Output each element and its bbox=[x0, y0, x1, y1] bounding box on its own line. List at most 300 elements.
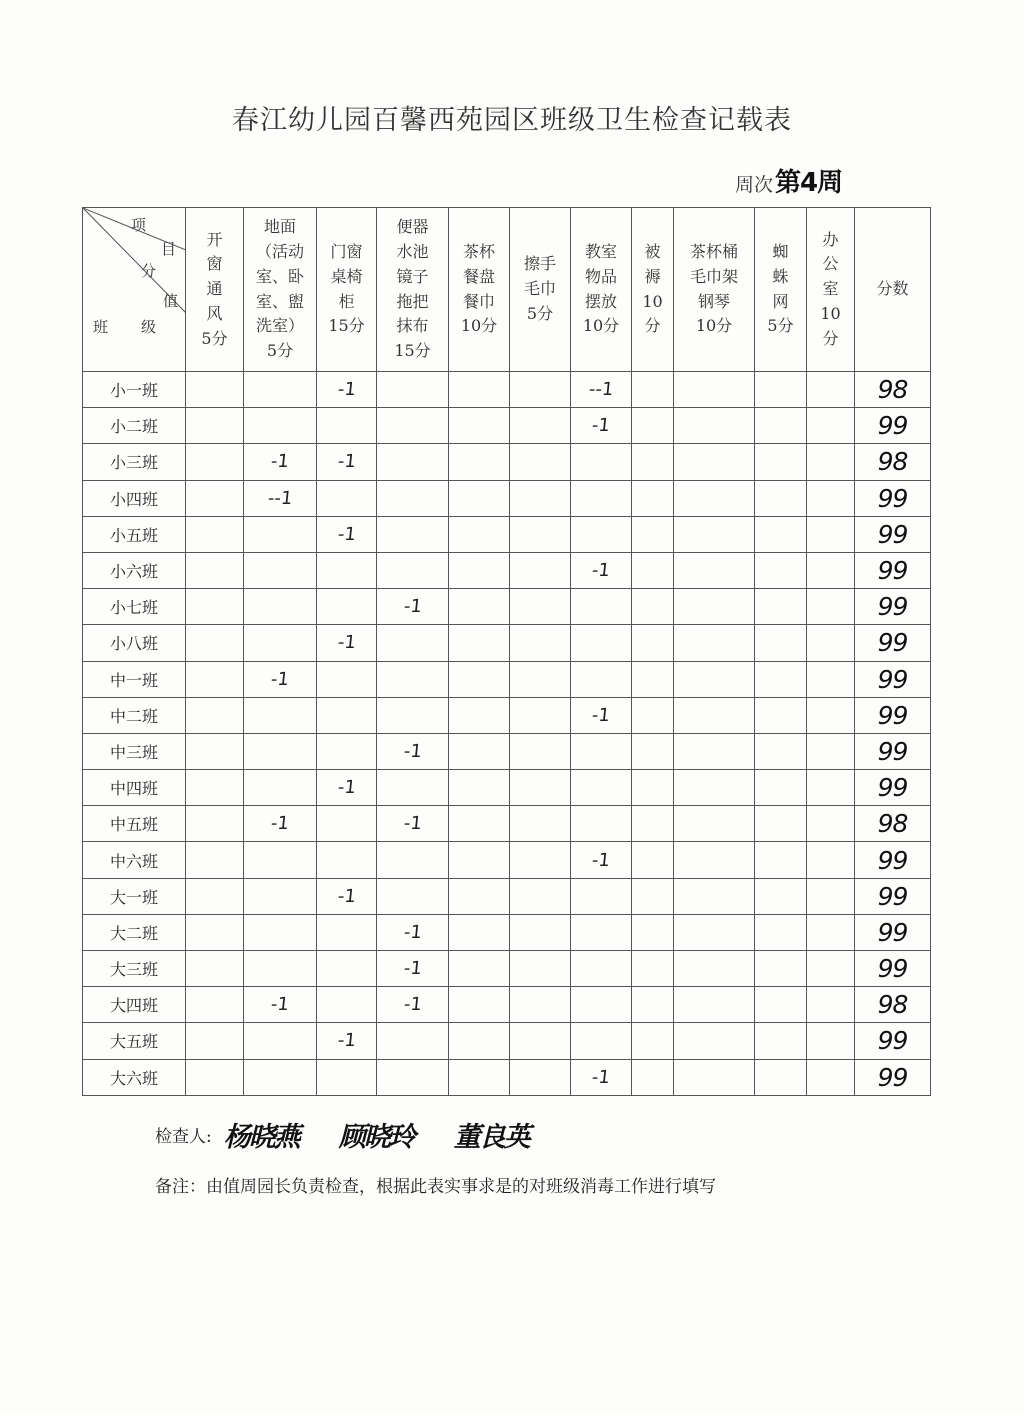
score-value: 99 bbox=[877, 881, 908, 911]
score-value: 99 bbox=[877, 917, 908, 947]
deduction-cell bbox=[244, 806, 317, 842]
header-line: 被 bbox=[644, 241, 661, 261]
score-cell bbox=[855, 661, 931, 697]
deduction-cell bbox=[674, 372, 755, 408]
header-line: 分数 bbox=[876, 279, 909, 299]
deduction-cell bbox=[244, 770, 317, 806]
score-cell bbox=[855, 878, 931, 914]
deduction-cell bbox=[510, 625, 571, 661]
header-floor bbox=[244, 208, 317, 372]
deduction-cell bbox=[632, 951, 674, 987]
corner-item: 项 bbox=[131, 216, 147, 234]
deduction-cell bbox=[571, 1023, 632, 1059]
week-label: 周次 bbox=[735, 174, 774, 196]
table-row bbox=[83, 444, 931, 480]
corner-mu: 目 bbox=[161, 240, 177, 258]
deduction-cell bbox=[674, 1023, 755, 1059]
deduction-cell bbox=[632, 444, 674, 480]
deduction-cell bbox=[571, 480, 632, 516]
deduction-cell bbox=[632, 1059, 674, 1095]
score-cell bbox=[855, 951, 931, 987]
score-cell bbox=[855, 1059, 931, 1095]
corner-header bbox=[83, 208, 186, 372]
deduction-cell bbox=[674, 480, 755, 516]
header-line: 室 bbox=[822, 279, 839, 299]
deduction-cell bbox=[510, 951, 571, 987]
class-name-cell: 小六班 bbox=[83, 552, 186, 588]
deduction-cell bbox=[186, 408, 244, 444]
score-value: 98 bbox=[877, 990, 908, 1020]
deduction-cell bbox=[377, 697, 449, 733]
deduction-cell bbox=[244, 987, 317, 1023]
deduction-cell bbox=[449, 516, 510, 552]
deduction-cell bbox=[317, 372, 377, 408]
corner-zhi: 值 bbox=[163, 292, 179, 310]
deduction-cell bbox=[317, 1059, 377, 1095]
deduction-cell bbox=[632, 372, 674, 408]
header-line: 蛛 bbox=[772, 266, 789, 286]
deduction-cell bbox=[317, 661, 377, 697]
class-name-cell: 大一班 bbox=[83, 878, 186, 914]
table-row bbox=[83, 625, 931, 661]
deduction-cell bbox=[674, 661, 755, 697]
inspectors-line bbox=[155, 1115, 557, 1154]
deduction-cell bbox=[571, 661, 632, 697]
deduction-cell bbox=[377, 516, 449, 552]
header-line: 分 bbox=[822, 328, 839, 348]
deduction-cell bbox=[186, 878, 244, 914]
deduction-cell bbox=[571, 733, 632, 769]
header-line: 5分 bbox=[767, 316, 794, 336]
deduction-cell bbox=[510, 1059, 571, 1095]
score-value: 99 bbox=[877, 664, 908, 694]
header-line: （活动 bbox=[255, 241, 304, 261]
deduction-cell bbox=[807, 842, 855, 878]
signature-2: 顾晓玲 bbox=[338, 1122, 414, 1153]
header-line: 15分 bbox=[328, 316, 365, 336]
deduction-cell bbox=[449, 444, 510, 480]
deduction-cell bbox=[510, 516, 571, 552]
table-row bbox=[83, 806, 931, 842]
deduction-cell bbox=[510, 480, 571, 516]
deduction-cell bbox=[377, 552, 449, 588]
deduction-cell bbox=[510, 408, 571, 444]
deduction-cell bbox=[244, 842, 317, 878]
deduction-cell bbox=[186, 372, 244, 408]
deduction-cell bbox=[377, 842, 449, 878]
deduction-mark: -1 bbox=[402, 596, 423, 618]
header-line: 教室 bbox=[584, 241, 617, 261]
deduction-cell bbox=[510, 878, 571, 914]
score-value: 99 bbox=[877, 773, 908, 803]
class-name-cell: 小二班 bbox=[83, 408, 186, 444]
deduction-cell bbox=[186, 1023, 244, 1059]
header-line: 开 bbox=[206, 229, 223, 249]
deduction-cell bbox=[377, 589, 449, 625]
deduction-cell bbox=[807, 878, 855, 914]
deduction-cell bbox=[244, 625, 317, 661]
deduction-cell bbox=[317, 697, 377, 733]
deduction-cell bbox=[186, 444, 244, 480]
deduction-cell bbox=[377, 1023, 449, 1059]
deduction-cell bbox=[244, 408, 317, 444]
header-line: 5分 bbox=[201, 328, 228, 348]
deduction-cell bbox=[377, 1059, 449, 1095]
table-row bbox=[83, 987, 931, 1023]
header-line: 摆放 bbox=[584, 291, 617, 311]
class-name-cell: 大四班 bbox=[83, 987, 186, 1023]
deduction-cell bbox=[571, 625, 632, 661]
score-value: 99 bbox=[877, 519, 908, 549]
score-value: 99 bbox=[877, 592, 908, 622]
deduction-cell bbox=[510, 733, 571, 769]
deduction-cell bbox=[186, 770, 244, 806]
deduction-cell bbox=[674, 408, 755, 444]
score-value: 99 bbox=[877, 556, 908, 586]
deduction-mark: -1 bbox=[402, 921, 423, 943]
score-cell bbox=[855, 625, 931, 661]
score-value: 98 bbox=[877, 375, 908, 405]
score-value: 99 bbox=[877, 483, 908, 513]
deduction-cell bbox=[571, 408, 632, 444]
deduction-mark: -1 bbox=[590, 704, 612, 726]
header-line: 桌椅 bbox=[330, 266, 363, 286]
deduction-cell bbox=[186, 987, 244, 1023]
deduction-cell bbox=[449, 625, 510, 661]
deduction-cell bbox=[317, 625, 377, 661]
deduction-cell bbox=[449, 951, 510, 987]
table-row bbox=[83, 1059, 931, 1095]
deduction-cell bbox=[807, 408, 855, 444]
score-cell bbox=[855, 444, 931, 480]
deduction-cell bbox=[317, 878, 377, 914]
deduction-cell bbox=[632, 1023, 674, 1059]
deduction-cell bbox=[755, 661, 807, 697]
deduction-cell bbox=[674, 806, 755, 842]
header-line: 拖把 bbox=[396, 291, 429, 311]
deduction-cell bbox=[807, 951, 855, 987]
deduction-cell bbox=[317, 951, 377, 987]
deduction-cell bbox=[807, 589, 855, 625]
deduction-cell bbox=[632, 878, 674, 914]
deduction-mark: -1 bbox=[269, 813, 291, 835]
class-name-cell: 小三班 bbox=[83, 444, 186, 480]
class-name-cell: 中四班 bbox=[83, 770, 186, 806]
class-name-cell: 中三班 bbox=[83, 733, 186, 769]
deduction-cell bbox=[807, 625, 855, 661]
deduction-cell bbox=[571, 878, 632, 914]
deduction-cell bbox=[674, 878, 755, 914]
header-line: 室、盥 bbox=[255, 291, 304, 311]
class-name-cell: 小五班 bbox=[83, 516, 186, 552]
deduction-mark: -1 bbox=[402, 740, 423, 762]
header-line: 门窗 bbox=[330, 241, 363, 261]
header-score bbox=[855, 208, 931, 372]
table-body bbox=[83, 372, 931, 1096]
deduction-cell bbox=[632, 733, 674, 769]
deduction-cell bbox=[571, 770, 632, 806]
header-line: 15分 bbox=[394, 341, 431, 361]
deduction-cell bbox=[377, 661, 449, 697]
header-office bbox=[807, 208, 855, 372]
deduction-mark: -1 bbox=[269, 668, 291, 690]
header-cups-plates bbox=[449, 208, 510, 372]
header-line: 10分 bbox=[582, 316, 620, 336]
score-value: 99 bbox=[877, 411, 908, 441]
deduction-cell bbox=[186, 697, 244, 733]
deduction-cell bbox=[571, 987, 632, 1023]
remark-note: 备注：由值周园长负责检查，根据此表实事求是的对班级消毒工作进行填写 bbox=[155, 1177, 716, 1197]
deduction-cell bbox=[632, 770, 674, 806]
corner-fen: 分 bbox=[141, 262, 157, 280]
class-name-cell: 中六班 bbox=[83, 842, 186, 878]
deduction-cell bbox=[571, 589, 632, 625]
class-name-cell: 小七班 bbox=[83, 589, 186, 625]
deduction-cell bbox=[755, 806, 807, 842]
deduction-cell bbox=[449, 914, 510, 950]
deduction-cell bbox=[510, 1023, 571, 1059]
deduction-cell bbox=[632, 480, 674, 516]
deduction-cell bbox=[317, 444, 377, 480]
deduction-cell bbox=[632, 661, 674, 697]
class-name-cell: 中五班 bbox=[83, 806, 186, 842]
deduction-cell bbox=[244, 480, 317, 516]
deduction-cell bbox=[755, 951, 807, 987]
deduction-cell bbox=[510, 552, 571, 588]
deduction-mark: -1 bbox=[590, 560, 612, 582]
class-name-cell: 小一班 bbox=[83, 372, 186, 408]
deduction-cell bbox=[186, 516, 244, 552]
score-cell bbox=[855, 842, 931, 878]
deduction-cell bbox=[244, 372, 317, 408]
score-cell bbox=[855, 589, 931, 625]
deduction-cell bbox=[317, 842, 377, 878]
deduction-cell bbox=[449, 552, 510, 588]
deduction-cell bbox=[755, 842, 807, 878]
deduction-cell bbox=[571, 372, 632, 408]
deduction-cell bbox=[449, 480, 510, 516]
header-toilets-sinks bbox=[377, 208, 449, 372]
deduction-cell bbox=[674, 444, 755, 480]
deduction-cell bbox=[807, 444, 855, 480]
deduction-cell bbox=[755, 1059, 807, 1095]
header-line: 抹布 bbox=[396, 316, 429, 336]
header-line: 地面 bbox=[263, 217, 296, 237]
deduction-cell bbox=[317, 1023, 377, 1059]
score-value: 99 bbox=[877, 845, 908, 875]
header-line: 通 bbox=[206, 279, 223, 299]
deduction-mark: -1 bbox=[336, 451, 357, 473]
deduction-cell bbox=[449, 842, 510, 878]
deduction-cell bbox=[449, 661, 510, 697]
class-name-cell: 大三班 bbox=[83, 951, 186, 987]
deduction-cell bbox=[510, 661, 571, 697]
table-row bbox=[83, 770, 931, 806]
deduction-cell bbox=[186, 806, 244, 842]
header-line: 餐盘 bbox=[462, 266, 495, 286]
score-cell bbox=[855, 1023, 931, 1059]
header-doors-desks bbox=[317, 208, 377, 372]
score-cell bbox=[855, 697, 931, 733]
corner-ji: 级 bbox=[141, 318, 157, 336]
header-line: 10分 bbox=[460, 316, 498, 336]
table-row bbox=[83, 914, 931, 950]
deduction-cell bbox=[449, 987, 510, 1023]
deduction-cell bbox=[674, 516, 755, 552]
score-cell bbox=[855, 408, 931, 444]
deduction-cell bbox=[674, 770, 755, 806]
class-name-cell: 大六班 bbox=[83, 1059, 186, 1095]
header-line: 分 bbox=[644, 316, 661, 336]
deduction-cell bbox=[807, 733, 855, 769]
table-row bbox=[83, 878, 931, 914]
header-classroom-items bbox=[571, 208, 632, 372]
deduction-cell bbox=[377, 408, 449, 444]
deduction-cell bbox=[632, 552, 674, 588]
header-line: 餐巾 bbox=[462, 291, 495, 311]
deduction-cell bbox=[377, 480, 449, 516]
header-line: 10分 bbox=[695, 316, 733, 336]
deduction-cell bbox=[244, 1023, 317, 1059]
header-line: 10 bbox=[642, 291, 663, 311]
deduction-cell bbox=[755, 480, 807, 516]
table-row bbox=[83, 408, 931, 444]
deduction-cell bbox=[510, 914, 571, 950]
header-row bbox=[83, 208, 931, 372]
deduction-mark: -1 bbox=[269, 451, 291, 473]
header-hand-towels bbox=[510, 208, 571, 372]
deduction-cell bbox=[317, 552, 377, 588]
deduction-cell bbox=[244, 444, 317, 480]
deduction-cell bbox=[186, 842, 244, 878]
deduction-cell bbox=[377, 987, 449, 1023]
deduction-cell bbox=[571, 842, 632, 878]
deduction-mark: -1 bbox=[402, 813, 423, 835]
deduction-cell bbox=[674, 697, 755, 733]
deduction-cell bbox=[317, 806, 377, 842]
score-cell bbox=[855, 914, 931, 950]
deduction-cell bbox=[755, 444, 807, 480]
deduction-cell bbox=[571, 951, 632, 987]
deduction-cell bbox=[632, 516, 674, 552]
table-row bbox=[83, 697, 931, 733]
deduction-cell bbox=[186, 480, 244, 516]
deduction-cell bbox=[186, 1059, 244, 1095]
header-line: 茶杯桶 bbox=[689, 241, 738, 261]
deduction-cell bbox=[807, 661, 855, 697]
class-name-cell: 大二班 bbox=[83, 914, 186, 950]
header-line: 柜 bbox=[338, 291, 355, 311]
table-row bbox=[83, 480, 931, 516]
deduction-cell bbox=[755, 914, 807, 950]
header-line: 擦手 bbox=[523, 254, 556, 274]
header-cup-bucket-piano bbox=[674, 208, 755, 372]
deduction-cell bbox=[674, 733, 755, 769]
deduction-cell bbox=[449, 733, 510, 769]
deduction-cell bbox=[377, 372, 449, 408]
table-row bbox=[83, 552, 931, 588]
deduction-cell bbox=[317, 914, 377, 950]
deduction-cell bbox=[510, 987, 571, 1023]
header-line: 网 bbox=[772, 291, 789, 311]
header-bedding bbox=[632, 208, 674, 372]
page-title: 春江幼儿园百馨西苑园区班级卫生检查记载表 bbox=[232, 105, 792, 136]
score-cell bbox=[855, 480, 931, 516]
inspectors-label: 检查人: bbox=[155, 1127, 212, 1147]
deduction-cell bbox=[186, 589, 244, 625]
deduction-cell bbox=[449, 372, 510, 408]
deduction-cell bbox=[510, 444, 571, 480]
deduction-cell bbox=[755, 408, 807, 444]
score-value: 99 bbox=[877, 1062, 908, 1092]
deduction-mark: -1 bbox=[336, 1030, 357, 1052]
header-line: 风 bbox=[206, 303, 223, 323]
deduction-cell bbox=[377, 806, 449, 842]
deduction-mark: -1 bbox=[590, 849, 612, 871]
deduction-mark: -1 bbox=[336, 523, 357, 545]
signature-3: 董良英 bbox=[453, 1122, 529, 1153]
deduction-cell bbox=[755, 552, 807, 588]
class-name-cell: 大五班 bbox=[83, 1023, 186, 1059]
deduction-cell bbox=[317, 408, 377, 444]
deduction-cell bbox=[755, 1023, 807, 1059]
deduction-mark: -1 bbox=[336, 885, 357, 907]
deduction-cell bbox=[244, 697, 317, 733]
deduction-cell bbox=[632, 842, 674, 878]
deduction-mark: -1 bbox=[590, 1066, 612, 1088]
score-cell bbox=[855, 806, 931, 842]
score-cell bbox=[855, 372, 931, 408]
deduction-cell bbox=[674, 589, 755, 625]
deduction-mark: -1 bbox=[336, 777, 357, 799]
deduction-cell bbox=[755, 372, 807, 408]
table-row bbox=[83, 589, 931, 625]
deduction-cell bbox=[244, 733, 317, 769]
deduction-cell bbox=[244, 552, 317, 588]
deduction-cell bbox=[377, 625, 449, 661]
header-line: 毛巾 bbox=[523, 279, 556, 299]
deduction-cell bbox=[755, 878, 807, 914]
deduction-cell bbox=[317, 733, 377, 769]
deduction-cell bbox=[244, 661, 317, 697]
deduction-cell bbox=[807, 480, 855, 516]
deduction-cell bbox=[632, 806, 674, 842]
deduction-mark: -1 bbox=[336, 632, 357, 654]
week-field bbox=[735, 162, 842, 199]
deduction-cell bbox=[510, 806, 571, 842]
deduction-cell bbox=[571, 444, 632, 480]
deduction-cell bbox=[807, 697, 855, 733]
deduction-cell bbox=[674, 842, 755, 878]
deduction-cell bbox=[449, 408, 510, 444]
deduction-cell bbox=[377, 951, 449, 987]
deduction-cell bbox=[377, 733, 449, 769]
deduction-cell bbox=[571, 914, 632, 950]
deduction-cell bbox=[510, 697, 571, 733]
signature-1: 杨晓燕 bbox=[223, 1122, 299, 1153]
header-line: 室、卧 bbox=[255, 266, 304, 286]
score-cell bbox=[855, 516, 931, 552]
deduction-cell bbox=[317, 589, 377, 625]
header-window-ventilation bbox=[186, 208, 244, 372]
score-cell bbox=[855, 552, 931, 588]
deduction-cell bbox=[510, 372, 571, 408]
deduction-cell bbox=[674, 1059, 755, 1095]
deduction-cell bbox=[244, 878, 317, 914]
deduction-cell bbox=[186, 951, 244, 987]
deduction-cell bbox=[244, 1059, 317, 1095]
header-line: 钢琴 bbox=[697, 291, 730, 311]
